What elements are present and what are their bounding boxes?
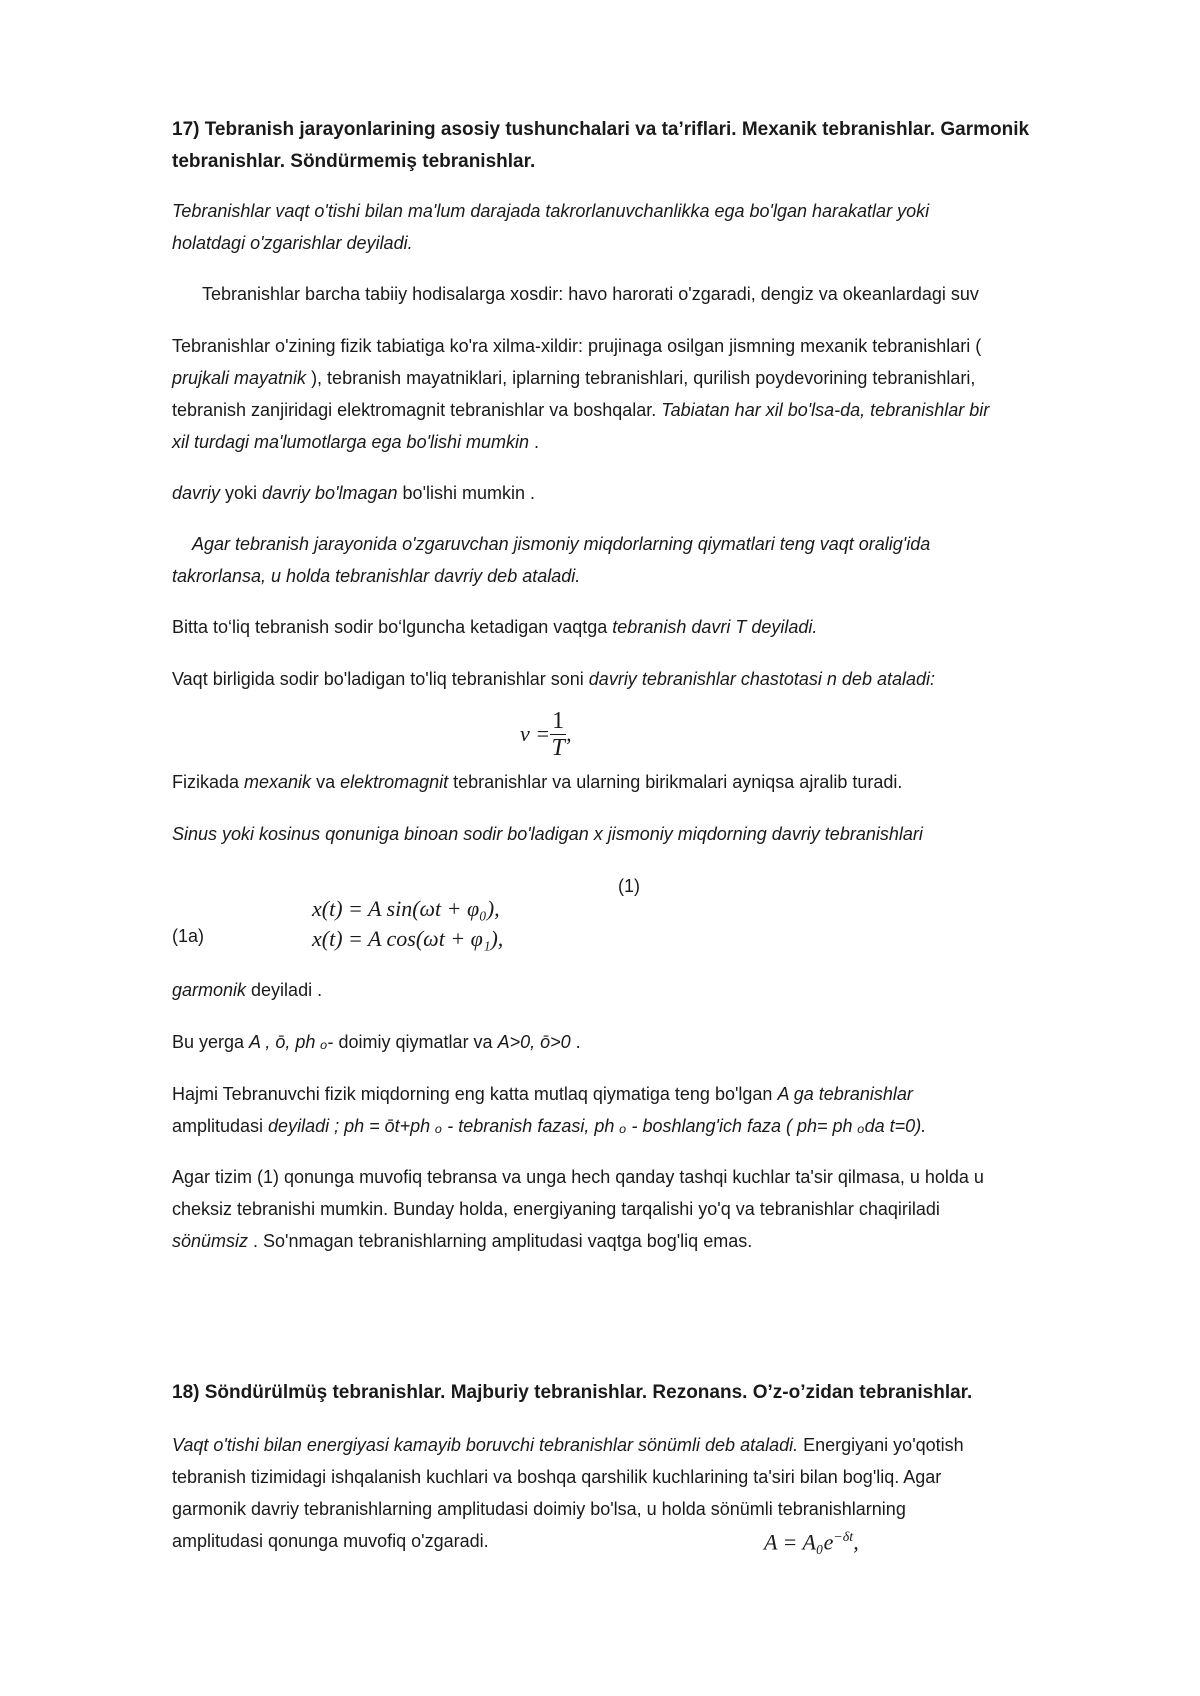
- formula-nu-lhs: ν =: [520, 721, 551, 746]
- variety-paragraph: [172, 330, 1112, 458]
- variety-line-3: tebranish zanjiridagi elektromagnit tebranishlar va boshqalar.: [172, 400, 662, 420]
- equation-sin: x(t) = A sin(ωt + φ₀),: [312, 896, 500, 921]
- consts-c: - doimiy qiymatlar va: [327, 1032, 498, 1052]
- formula-fraction: [550, 708, 566, 761]
- equation-cos: x(t) = A cos(ωt + φ₁),: [312, 926, 504, 951]
- consts-e: .: [570, 1032, 581, 1052]
- period-italic: tebranish davri T deyiladi.: [612, 617, 818, 637]
- repeat-line-1: Agar tebranish jarayonida o'zgaruvchan jismoniy miqdorlarning qiymatlari teng vaqt oralig'ida: [192, 534, 931, 554]
- nature-paragraph: Tebranishlar barcha tabiiy hodisalarga xosdir: havo harorati o'zgaradi, dengiz va okeanlardagi suv: [202, 284, 979, 304]
- damped-line-3: garmonik davriy tebranishlarning amplitudasi doimiy bo'lsa, u holda sönümli tebranishlarning: [172, 1499, 906, 1519]
- damped-line-4: amplitudasi qonunga muvofiq o'zgaradi.: [172, 1531, 489, 1551]
- undamped-term: sönümsiz: [172, 1231, 249, 1251]
- types-a: Fizikada: [172, 772, 245, 792]
- types-electromagnetic: elektromagnit: [340, 772, 449, 792]
- frequency-paragraph: [172, 663, 1112, 695]
- amplitude-paragraph: [172, 1078, 1112, 1142]
- variety-line-2: ), tebranish mayatniklari, iplarning tebranishlari, qurilish poydevorining tebranishlari,: [306, 368, 976, 388]
- periodic-term: davriy: [172, 483, 221, 503]
- definition-line-2: holatdagi o'zgarishlar deyiladi.: [172, 233, 413, 253]
- undamped-line-2: cheksiz tebranishi mumkin. Bunday holda, energiyaning tarqalishi yo'q va tebranishlar chaqiriladi: [172, 1199, 940, 1219]
- damped-formula-exponent: −δt: [833, 1530, 854, 1545]
- undamped-line-1: Agar tizim (1) qonunga muvofiq tebransa va unga hech qanday tashqi kuchlar ta'sir qilmasa, u holda u: [172, 1167, 984, 1187]
- section-18-heading: 18) Söndürülmüş tebranishlar. Majburiy tebranishlar. Rezonans. O’z-o’zidan tebranishlar.: [172, 1382, 973, 1403]
- damped-formula-base: A = A₀e: [764, 1529, 834, 1555]
- formula-nu-tail: ,: [566, 721, 572, 746]
- definition-line-1: Tebranishlar vaqt o'tishi bilan ma'lum darajada takrorlanuvchanlikka ega bo'lgan harakatlar yoki: [172, 201, 930, 221]
- consts-a: Bu yerga: [172, 1032, 250, 1052]
- fraction-numerator: 1: [552, 707, 565, 734]
- period-paragraph: [172, 611, 1112, 643]
- heading-line-1: 17) Tebranish jarayonlarining asosiy tushunchalari va ta’riflari. Mexanik tebranishlar. Garmonik: [172, 119, 1030, 140]
- undamped-paragraph: [172, 1161, 1112, 1257]
- damped-line-1-italic: Vaqt o'tishi bilan energiyasi kamayib boruvchi tebranishlar sönümli deb ataladi.: [172, 1435, 799, 1455]
- heading-line-2: tebranishlar. Söndürmemiş tebranishlar.: [172, 151, 536, 172]
- undamped-line-3: . So'nmagan tebranishlarning amplitudasi vaqtga bog'liq emas.: [248, 1231, 753, 1251]
- repeat-line-2: takrorlansa, u holda tebranishlar davriy deb ataladi.: [172, 566, 581, 586]
- definition-paragraph: [172, 195, 1112, 259]
- types-paragraph: [172, 766, 1112, 798]
- variety-line-4-italic: xil turdagi ma'lumotlarga ega bo'lishi mumkin: [172, 432, 530, 452]
- periodic-paragraph: [172, 477, 1112, 509]
- frequency-italic: davriy tebranishlar chastotasi n deb ataladi:: [588, 669, 935, 689]
- frequency-formula: [520, 706, 572, 762]
- period-plain: Bitta to‘liq tebranish sodir bo‘lguncha ketadigan vaqtga: [172, 617, 613, 637]
- types-e: tebranishlar va ularning birikmalari ayniqsa ajralib turadi.: [448, 772, 903, 792]
- damped-paragraph: [172, 1429, 1112, 1557]
- frequency-plain: Vaqt birligida sodir bo'ladigan to'liq tebranishlar soni: [172, 669, 589, 689]
- types-mechanical: mexanik: [244, 772, 312, 792]
- variety-line-3-italic: Tabiatan har xil bo'lsa-da, tebranishlar bir: [661, 400, 990, 420]
- periodic-tail: bo'lishi mumkin .: [397, 483, 536, 503]
- harmonic-equations: [312, 894, 503, 954]
- ampl-line-2-italic: deyiladi ; ph = ōt+ph ₒ - tebranish fazasi, ph ₒ - boshlang'ich faza ( ph= ph ₒda t=0).: [268, 1116, 927, 1136]
- sinus-paragraph: Sinus yoki kosinus qonuniga binoan sodir bo'ladigan x jismoniy miqdorning davriy tebranishlari: [172, 824, 923, 844]
- ampl-line-1-italic: A ga tebranishlar: [777, 1084, 913, 1104]
- damped-formula-tail: ,: [853, 1529, 859, 1555]
- variety-line-4-end: .: [529, 432, 540, 452]
- harmonic-term: garmonik: [172, 980, 247, 1000]
- variety-italic-term: prujkali mayatnik: [172, 368, 307, 388]
- types-c: va: [311, 772, 341, 792]
- nonperiodic-term: davriy bo'lmagan: [262, 483, 398, 503]
- ampl-line-1-plain: Hajmi Tebranuvchi fizik miqdorning eng katta mutlaq qiymatiga teng bo'lgan: [172, 1084, 778, 1104]
- section-17-heading: [172, 114, 1112, 178]
- harmonic-paragraph: [172, 974, 1112, 1006]
- consts-d: A>0, ō>0: [497, 1032, 571, 1052]
- damped-amplitude-formula: [764, 1522, 859, 1558]
- equation-label-1a: (1a): [172, 926, 205, 946]
- fraction-denominator: T: [551, 734, 565, 761]
- periodic-conj: yoki: [220, 483, 263, 503]
- harmonic-tail: deyiladi .: [246, 980, 323, 1000]
- ampl-line-2-plain: amplitudasi: [172, 1116, 269, 1136]
- constants-paragraph: [172, 1026, 1112, 1058]
- variety-line-1: Tebranishlar o'zining fizik tabiatiga ko'ra xilma-xildir: prujinaga osilgan jismning mexanik tebranishlari (: [172, 336, 982, 356]
- repeat-paragraph: [172, 528, 1112, 592]
- consts-b: A , ō, ph ₒ: [249, 1032, 328, 1052]
- damped-line-2: tebranish tizimidagi ishqalanish kuchlari va boshqa qarshilik kuchlarining ta'siri bilan bog'liq. Agar: [172, 1467, 942, 1487]
- damped-line-1-rest: Energiyani yo'qotish: [798, 1435, 964, 1455]
- equation-label-1: (1): [618, 876, 640, 896]
